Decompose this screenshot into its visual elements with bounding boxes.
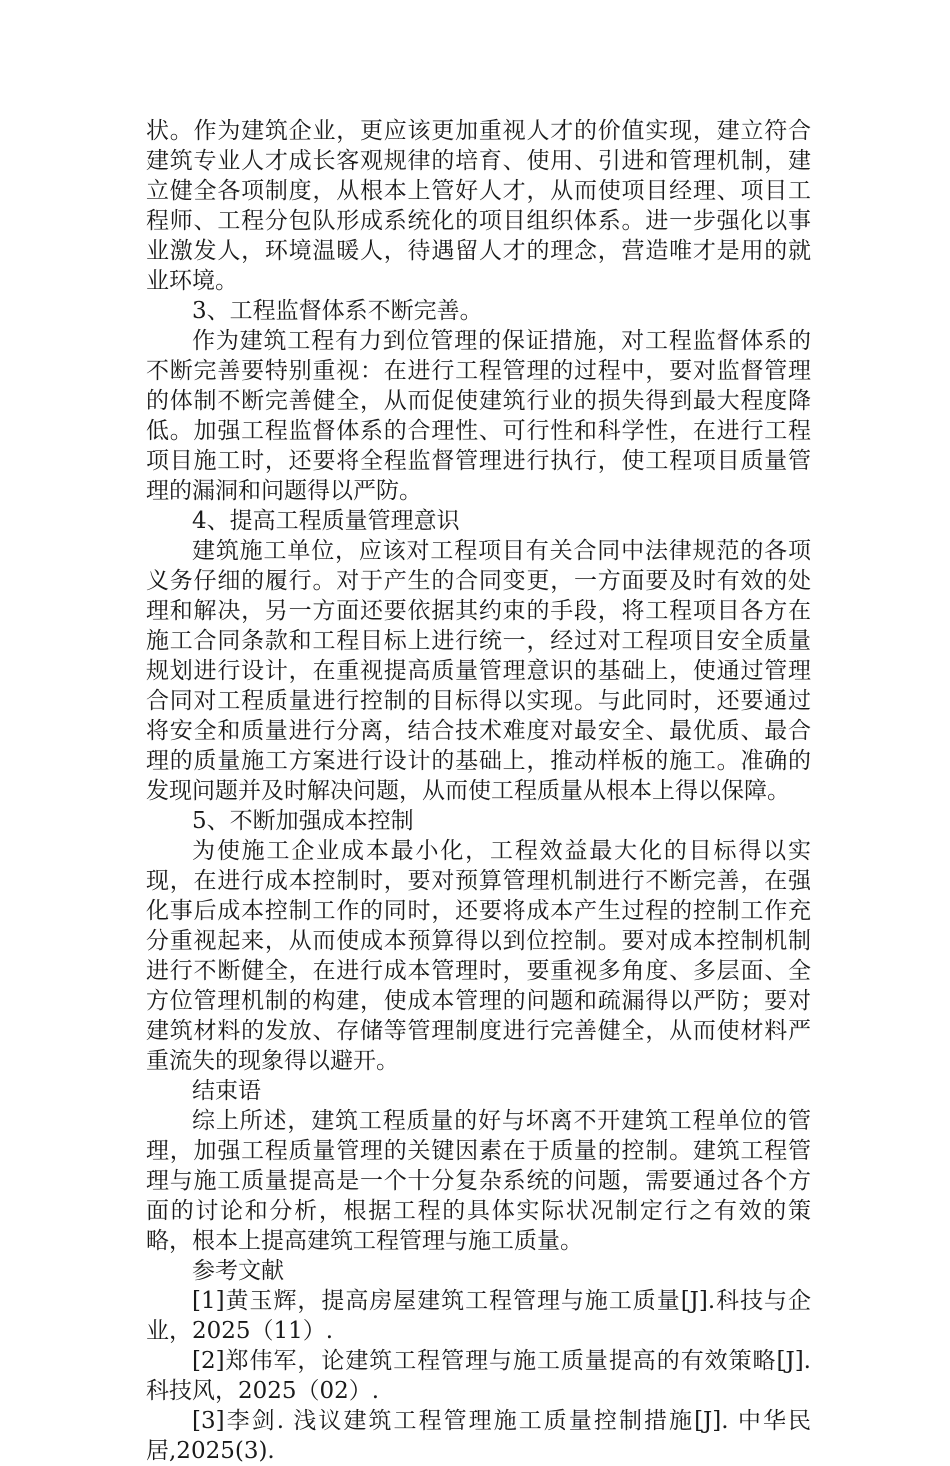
body-paragraph: 状。作为建筑企业，更应该更加重视人才的价值实现，建立符合建筑专业人才成长客观规律的培育、使用、引进和管理机制，建立健全各项制度，从根本上管好人才，从而使项目经理、项目工程师、工程分包队形成系统化的项目组织体系。进一步强化以事业激发人，环境温暖人，待遇留人才的理念，营造唯才是用的就业环境。 [146, 118, 811, 294]
section-heading-5: 5、不断加强成本控制 [192, 808, 414, 834]
body-paragraph: 为使施工企业成本最小化，工程效益最大化的目标得以实现，在进行成本控制时，要对预算管理机制进行不断完善，在强化事后成本控制工作的同时，还要将成本产生过程的控制工作充分重视起来，从而使成本预算得以到位控制。要对成本控制机制进行不断健全，在进行成本管理时，要重视多角度、多层面、全方位管理机制的构建，使成本管理的问题和疏漏得以严防；要对建筑材料的发放、存储等管理制度进行完善健全，从而使材料严重流失的现象得以避开。 [146, 838, 811, 1074]
body-paragraph: 作为建筑工程有力到位管理的保证措施，对工程监督体系的不断完善要特别重视：在进行工程管理的过程中，要对监督管理的体制不断完善健全，从而促使建筑行业的损失得到最大程度降低。加强工程监督体系的合理性、可行性和科学性，在进行工程项目施工时，还要将全程监督管理进行执行，使工程项目质量管理的漏洞和问题得以严防。 [146, 328, 811, 504]
section-heading-4: 4、提高工程质量管理意识 [192, 508, 460, 534]
section-heading-3: 3、工程监督体系不断完善。 [192, 298, 483, 324]
body-paragraph: 建筑施工单位，应该对工程项目有关合同中法律规范的各项义务仔细的履行。对于产生的合同变更，一方面要及时有效的处理和解决，另一方面还要依据其约束的手段，将工程项目各方在施工合同条款和工程目标上进行统一，经过对工程项目安全质量规划进行设计，在重视提高质量管理意识的基础上，使通过管理合同对工程质量进行控制的目标得以实现。与此同时，还要通过将安全和质量进行分离，结合技术难度对最安全、最优质、最合理的质量施工方案进行设计的基础上，推动样板的施工。准确的发现问题并及时解决问题，从而使工程质量从根本上得以保障。 [146, 538, 811, 804]
reference-item: [3]李剑. 浅议建筑工程管理施工质量控制措施[J]. 中华民居,2025(3). [146, 1408, 811, 1464]
reference-item: [1]黄玉辉，提高房屋建筑工程管理与施工质量[J].科技与企业，2025（11）. [146, 1288, 811, 1344]
reference-item: [2]郑伟军，论建筑工程管理与施工质量提高的有效策略[J].科技风，2025（02）. [146, 1348, 811, 1404]
document-page [146, 116, 811, 1466]
references-heading: 参考文献 [192, 1258, 284, 1284]
body-paragraph: 综上所述，建筑工程质量的好与坏离不开建筑工程单位的管理，加强工程质量管理的关键因素在于质量的控制。建筑工程管理与施工质量提高是一个十分复杂系统的问题，需要通过各个方面的讨论和分析，根据工程的具体实际状况制定行之有效的策略，根本上提高建筑工程管理与施工质量。 [146, 1108, 811, 1254]
conclusion-heading: 结束语 [192, 1078, 261, 1104]
